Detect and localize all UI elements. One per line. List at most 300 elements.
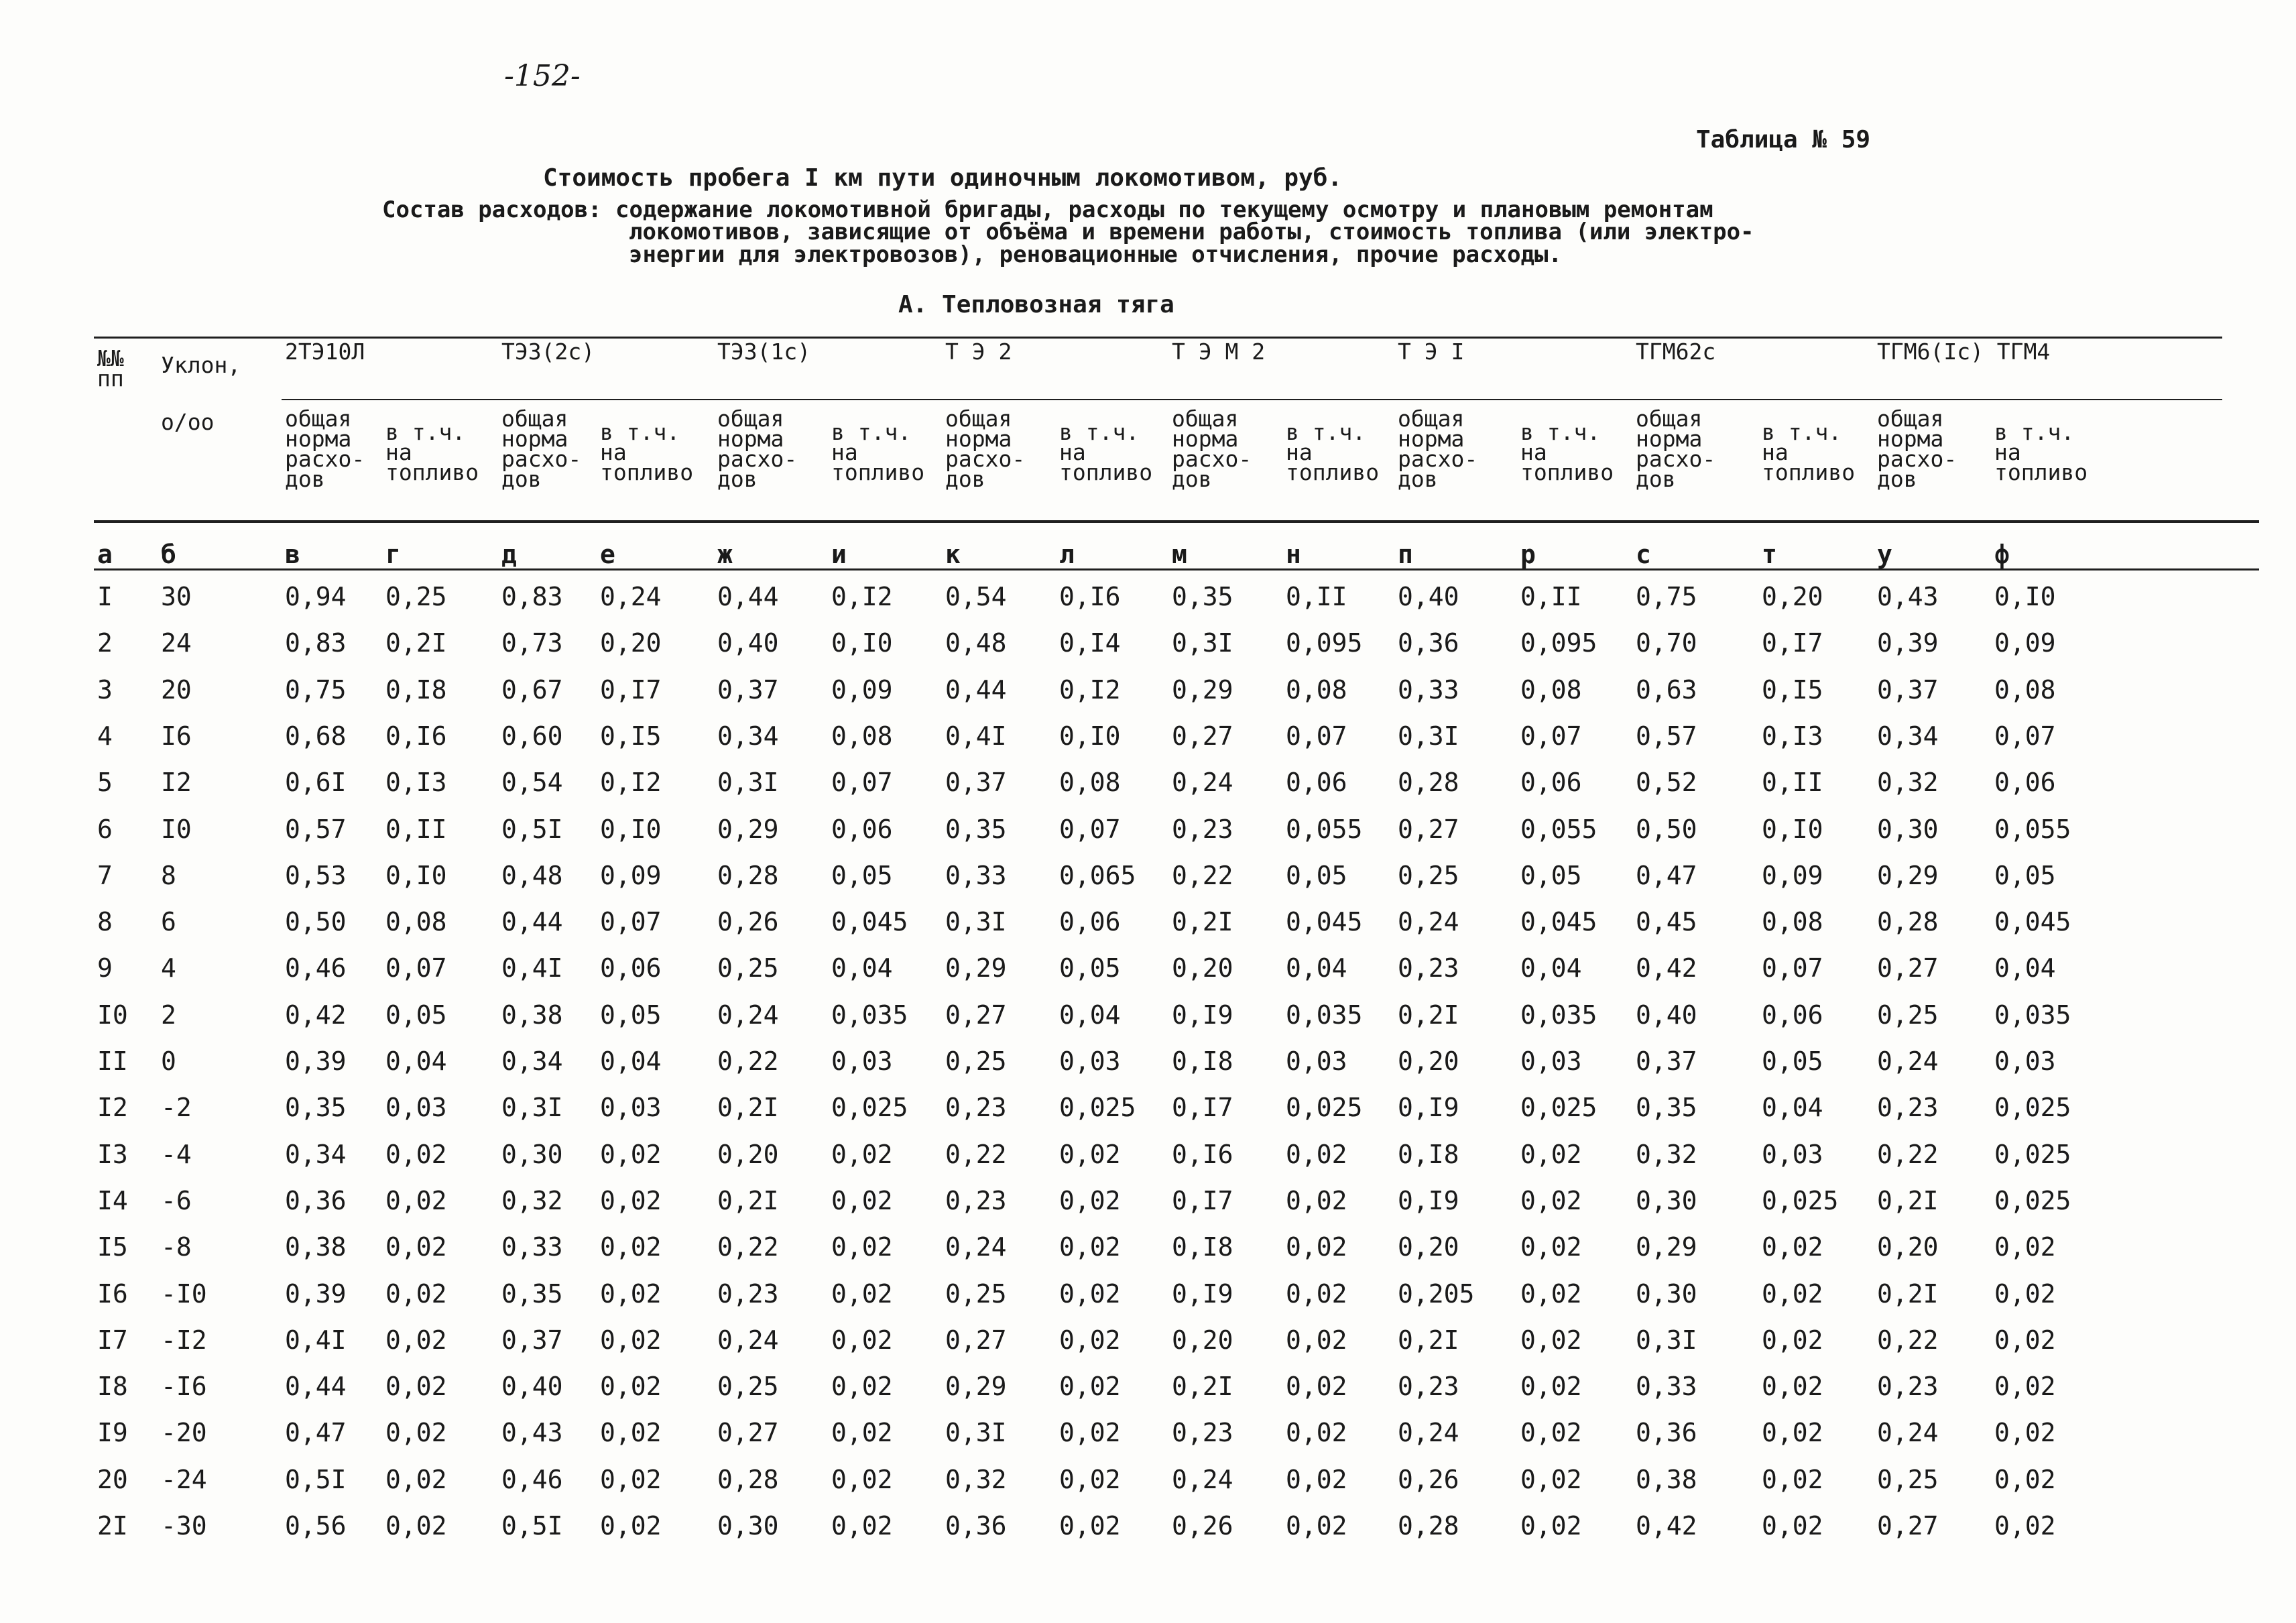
cost-value: 0,02 — [1994, 1232, 2056, 1262]
row-number: 4 — [97, 721, 113, 751]
cost-value: 0,03 — [1762, 1139, 1823, 1169]
cost-value: 0,25 — [717, 953, 779, 983]
cost-value: 0,04 — [385, 1046, 447, 1076]
cost-value: 0,50 — [285, 907, 347, 937]
cost-value: 0,20 — [1762, 582, 1823, 611]
cost-value: 0,02 — [1286, 1511, 1347, 1541]
cost-value: 0,04 — [1520, 953, 1582, 983]
cost-value: 0,32 — [1877, 768, 1939, 798]
slope-value: 20 — [161, 674, 192, 705]
cost-value: 0,83 — [501, 582, 563, 611]
slope-value: 30 — [161, 582, 192, 611]
cost-value: 0,025 — [831, 1093, 908, 1123]
header-total-norm: общая норма расхо- дов — [1398, 406, 1478, 492]
cost-value: 0,23 — [945, 1093, 1007, 1123]
cost-value: 0,27 — [1398, 814, 1459, 844]
slope-value: 0 — [161, 1046, 176, 1076]
cost-value: 0,20 — [1172, 1325, 1233, 1355]
cost-value: 0,02 — [1762, 1278, 1823, 1309]
cost-value: 0,I0 — [600, 814, 662, 844]
cost-value: 0,38 — [285, 1232, 347, 1262]
cost-value: 0,35 — [1636, 1093, 1697, 1123]
cost-value: 0,I7 — [600, 674, 662, 705]
header-total-norm: общая норма расхо- дов — [717, 406, 798, 492]
cost-value: 0,30 — [501, 1139, 563, 1169]
cost-value: 0,40 — [501, 1372, 563, 1402]
cost-value: 0,2I — [1877, 1185, 1939, 1215]
column-letter: н — [1286, 540, 1301, 569]
cost-value: 0,02 — [831, 1139, 893, 1169]
cost-value: 0,43 — [501, 1418, 563, 1448]
cost-value: 0,42 — [1636, 1511, 1697, 1541]
cost-value: 0,02 — [1059, 1418, 1121, 1448]
cost-value: 0,I6 — [385, 721, 447, 751]
table-rule — [282, 399, 2222, 400]
cost-value: 0,I6 — [1059, 582, 1121, 611]
cost-value: 0,045 — [1520, 907, 1597, 937]
column-letter: п — [1398, 540, 1413, 569]
column-letter: ф — [1994, 540, 2010, 569]
cost-value: 0,45 — [1636, 907, 1697, 937]
cost-value: 0,35 — [501, 1278, 563, 1309]
column-letter: д — [501, 540, 517, 569]
cost-value: 0,54 — [501, 768, 563, 798]
column-letter: л — [1059, 540, 1075, 569]
cost-value: 0,28 — [1398, 1511, 1459, 1541]
cost-value: 0,07 — [1994, 721, 2056, 751]
cost-value: 0,44 — [945, 674, 1007, 705]
cost-value: 0,025 — [1286, 1093, 1363, 1123]
cost-value: 0,24 — [717, 1325, 779, 1355]
cost-value: 0,025 — [1520, 1093, 1597, 1123]
cost-value: 0,025 — [1994, 1139, 2071, 1169]
cost-value: 0,36 — [945, 1511, 1007, 1541]
cost-value: 0,57 — [285, 814, 347, 844]
cost-value: 0,28 — [717, 860, 779, 890]
cost-value: 0,36 — [285, 1185, 347, 1215]
cost-value: 0,02 — [385, 1511, 447, 1541]
cost-value: 0,02 — [385, 1185, 447, 1215]
cost-value: 0,02 — [1762, 1511, 1823, 1541]
cost-value: 0,2I — [1398, 1325, 1459, 1355]
cost-value: 0,23 — [717, 1278, 779, 1309]
cost-value: 0,2I — [385, 628, 447, 658]
cost-value: 0,94 — [285, 582, 347, 611]
cost-value: 0,I8 — [1398, 1139, 1459, 1169]
cost-value: 0,I6 — [1172, 1139, 1233, 1169]
cost-value: 0,09 — [831, 674, 893, 705]
cost-value: 0,05 — [1762, 1046, 1823, 1076]
row-number: 2 — [97, 628, 113, 658]
cost-value: 0,24 — [1877, 1418, 1939, 1448]
cost-value: 0,52 — [1636, 768, 1697, 798]
cost-value: 0,045 — [831, 907, 908, 937]
cost-value: 0,II — [385, 814, 447, 844]
cost-value: 0,47 — [1636, 860, 1697, 890]
cost-value: 0,06 — [1994, 768, 2056, 798]
cost-value: 0,22 — [945, 1139, 1007, 1169]
slope-value: -2 — [161, 1093, 192, 1123]
header-total-norm: общая норма расхо- дов — [285, 406, 365, 492]
cost-value: 0,035 — [1520, 1000, 1597, 1030]
cost-value: 0,23 — [1877, 1372, 1939, 1402]
cost-value: 0,065 — [1059, 860, 1136, 890]
cost-value: 0,055 — [1994, 814, 2071, 844]
cost-value: 0,30 — [1636, 1278, 1697, 1309]
header-locomotive: Т Э I — [1398, 339, 1465, 365]
cost-value: 0,02 — [385, 1278, 447, 1309]
slope-value: I2 — [161, 768, 192, 798]
cost-value: 0,025 — [1762, 1185, 1839, 1215]
cost-value: 0,22 — [717, 1232, 779, 1262]
cost-value: 0,5I — [501, 814, 563, 844]
cost-value: 0,23 — [1398, 953, 1459, 983]
cost-value: 0,09 — [1762, 860, 1823, 890]
cost-value: 0,33 — [945, 860, 1007, 890]
cost-value: 0,I8 — [1172, 1232, 1233, 1262]
cost-value: 0,44 — [501, 907, 563, 937]
table-title: Стоимость пробега I км пути одиночным локомотивом, руб. — [543, 164, 1343, 192]
row-number: 20 — [97, 1464, 128, 1494]
cost-value: 0,I3 — [385, 768, 447, 798]
cost-value: 0,03 — [385, 1093, 447, 1123]
composition-line: локомотивов, зависящие от объёма и времени работы, стоимость топлива (или электро- — [629, 219, 1754, 245]
cost-value: 0,02 — [1520, 1325, 1582, 1355]
cost-value: 0,22 — [1877, 1139, 1939, 1169]
cost-value: 0,22 — [717, 1046, 779, 1076]
column-letter: е — [600, 540, 615, 569]
column-letter: к — [945, 540, 961, 569]
slope-value: -I6 — [161, 1372, 207, 1402]
cost-value: 0,02 — [831, 1185, 893, 1215]
cost-value: 0,37 — [1877, 674, 1939, 705]
cost-value: 0,29 — [1172, 674, 1233, 705]
cost-value: 0,34 — [501, 1046, 563, 1076]
cost-value: 0,29 — [1877, 860, 1939, 890]
cost-value: 0,02 — [385, 1418, 447, 1448]
cost-value: 0,02 — [1059, 1464, 1121, 1494]
cost-value: 0,045 — [1994, 907, 2071, 937]
header-fuel: в т.ч. на топливо — [1762, 419, 1856, 485]
cost-value: 0,24 — [945, 1232, 1007, 1262]
cost-value: 0,02 — [1286, 1278, 1347, 1309]
cost-value: 0,2I — [1398, 1000, 1459, 1030]
slope-value: 4 — [161, 953, 176, 983]
cost-value: 0,22 — [1877, 1325, 1939, 1355]
cost-value: 0,I0 — [1994, 582, 2056, 611]
cost-value: 0,75 — [1636, 582, 1697, 611]
cost-value: 0,02 — [1059, 1139, 1121, 1169]
cost-value: 0,27 — [1172, 721, 1233, 751]
cost-value: 0,02 — [1762, 1418, 1823, 1448]
cost-value: 0,27 — [717, 1418, 779, 1448]
cost-value: 0,20 — [717, 1139, 779, 1169]
cost-value: 0,28 — [717, 1464, 779, 1494]
cost-value: 0,35 — [285, 1093, 347, 1123]
row-number: I — [97, 582, 113, 611]
column-letter: р — [1520, 540, 1536, 569]
composition-label: Состав расходов: — [382, 196, 602, 223]
cost-value: 0,02 — [1520, 1418, 1582, 1448]
slope-value: -6 — [161, 1185, 192, 1215]
column-letter: т — [1762, 540, 1777, 569]
cost-value: 0,28 — [1398, 768, 1459, 798]
cost-value: 0,07 — [1520, 721, 1582, 751]
cost-value: 0,04 — [1994, 953, 2056, 983]
cost-value: 0,02 — [600, 1511, 662, 1541]
cost-value: 0,02 — [831, 1418, 893, 1448]
cost-value: 0,25 — [717, 1372, 779, 1402]
page-number: -152- — [504, 59, 581, 93]
cost-value: 0,I5 — [1762, 674, 1823, 705]
row-number: 8 — [97, 907, 113, 937]
cost-value: 0,23 — [1172, 814, 1233, 844]
header-locomotive: ТГМ62с — [1636, 339, 1716, 365]
column-letter: у — [1877, 540, 1892, 569]
cost-value: 0,20 — [1877, 1232, 1939, 1262]
section-title: А. Тепловозная тяга — [898, 291, 1174, 318]
cost-value: 0,34 — [717, 721, 779, 751]
slope-value: 8 — [161, 860, 176, 890]
cost-value: 0,33 — [501, 1232, 563, 1262]
cost-value: 0,02 — [600, 1278, 662, 1309]
cost-value: 0,3I — [501, 1093, 563, 1123]
cost-value: 0,35 — [945, 814, 1007, 844]
slope-value: 6 — [161, 907, 176, 937]
cost-value: 0,I9 — [1398, 1185, 1459, 1215]
header-num: №№ пп — [97, 345, 124, 392]
cost-value: 0,40 — [1636, 1000, 1697, 1030]
cost-value: 0,30 — [1877, 814, 1939, 844]
cost-value: 0,37 — [1636, 1046, 1697, 1076]
cost-value: 0,04 — [600, 1046, 662, 1076]
cost-value: 0,04 — [1059, 1000, 1121, 1030]
cost-value: 0,02 — [385, 1139, 447, 1169]
cost-value: 0,24 — [1398, 907, 1459, 937]
cost-value: 0,05 — [1286, 860, 1347, 890]
header-total-norm: общая норма расхо- дов — [1877, 406, 1957, 492]
cost-value: 0,24 — [1172, 1464, 1233, 1494]
cost-value: 0,II — [1520, 582, 1582, 611]
cost-value: 0,03 — [1520, 1046, 1582, 1076]
cost-value: 0,08 — [1520, 674, 1582, 705]
cost-value: 0,02 — [1994, 1464, 2056, 1494]
row-number: II — [97, 1046, 128, 1076]
header-fuel: в т.ч. на топливо — [1994, 419, 2088, 485]
cost-value: 0,03 — [1286, 1046, 1347, 1076]
cost-value: 0,035 — [831, 1000, 908, 1030]
cost-value: 0,I8 — [1172, 1046, 1233, 1076]
cost-value: 0,02 — [1059, 1372, 1121, 1402]
column-letter: ж — [717, 540, 733, 569]
cost-value: 0,44 — [717, 582, 779, 611]
cost-value: 0,02 — [1762, 1325, 1823, 1355]
column-letter: м — [1172, 540, 1187, 569]
cost-value: 0,29 — [717, 814, 779, 844]
cost-value: 0,07 — [1762, 953, 1823, 983]
cost-value: 0,40 — [717, 628, 779, 658]
cost-value: 0,045 — [1286, 907, 1363, 937]
cost-value: 0,02 — [600, 1325, 662, 1355]
cost-value: 0,24 — [1172, 768, 1233, 798]
cost-value: 0,05 — [1994, 860, 2056, 890]
header-locomotive: ТЭ3(2с) — [501, 339, 595, 365]
cost-value: 0,25 — [385, 582, 447, 611]
header-locomotive: 2ТЭ10Л — [285, 339, 365, 365]
slope-value: I0 — [161, 814, 192, 844]
row-number: I6 — [97, 1278, 128, 1309]
cost-value: 0,39 — [285, 1278, 347, 1309]
cost-value: 0,08 — [1059, 768, 1121, 798]
cost-value: 0,06 — [1762, 1000, 1823, 1030]
cost-value: 0,28 — [1877, 907, 1939, 937]
cost-value: 0,I0 — [1762, 814, 1823, 844]
cost-value: 0,02 — [385, 1232, 447, 1262]
slope-value: -4 — [161, 1139, 192, 1169]
cost-value: 0,I2 — [1059, 674, 1121, 705]
header-fuel: в т.ч. на топливо — [385, 419, 479, 485]
cost-value: 0,025 — [1994, 1093, 2071, 1123]
cost-value: 0,06 — [1520, 768, 1582, 798]
cost-value: 0,02 — [600, 1464, 662, 1494]
cost-value: 0,02 — [600, 1372, 662, 1402]
cost-value: 0,02 — [1520, 1372, 1582, 1402]
cost-value: 0,02 — [600, 1185, 662, 1215]
slope-value: 2 — [161, 1000, 176, 1030]
cost-value: 0,02 — [1520, 1464, 1582, 1494]
cost-value: 0,02 — [1994, 1418, 2056, 1448]
cost-value: 0,I9 — [1398, 1093, 1459, 1123]
header-fuel: в т.ч. на топливо — [1286, 419, 1380, 485]
cost-value: 0,02 — [600, 1139, 662, 1169]
cost-value: 0,08 — [1286, 674, 1347, 705]
cost-value: 0,02 — [385, 1325, 447, 1355]
cost-value: 0,25 — [1877, 1464, 1939, 1494]
cost-value: 0,24 — [1398, 1418, 1459, 1448]
cost-value: 0,40 — [1398, 582, 1459, 611]
cost-value: 0,02 — [1520, 1511, 1582, 1541]
header-total-norm: общая норма расхо- дов — [945, 406, 1026, 492]
cost-value: 0,5I — [501, 1511, 563, 1541]
cost-value: 0,I5 — [600, 721, 662, 751]
cost-value: 0,06 — [600, 953, 662, 983]
cost-value: 0,09 — [1994, 628, 2056, 658]
cost-value: 0,02 — [1994, 1372, 2056, 1402]
cost-value: 0,2I — [1172, 1372, 1233, 1402]
slope-value: -I2 — [161, 1325, 207, 1355]
header-locomotive: ТГМ6(Iс) ТГМ4 — [1877, 339, 2051, 365]
cost-value: 0,36 — [1636, 1418, 1697, 1448]
cost-value: 0,02 — [1286, 1139, 1347, 1169]
cost-value: 0,095 — [1286, 628, 1363, 658]
cost-value: 0,30 — [717, 1511, 779, 1541]
cost-value: 0,02 — [1520, 1278, 1582, 1309]
cost-value: 0,33 — [1398, 674, 1459, 705]
cost-value: 0,02 — [1994, 1511, 2056, 1541]
row-number: 7 — [97, 860, 113, 890]
cost-value: 0,07 — [1059, 814, 1121, 844]
cost-value: 0,38 — [501, 1000, 563, 1030]
cost-value: 0,23 — [945, 1185, 1007, 1215]
header-total-norm: общая норма расхо- дов — [1172, 406, 1252, 492]
header-fuel: в т.ч. на топливо — [1059, 419, 1153, 485]
cost-value: 0,54 — [945, 582, 1007, 611]
header-locomotive: Т Э М 2 — [1172, 339, 1266, 365]
cost-value: 0,36 — [1398, 628, 1459, 658]
cost-value: 0,02 — [600, 1232, 662, 1262]
header-locomotive: Т Э 2 — [945, 339, 1012, 365]
cost-value: 0,06 — [1059, 907, 1121, 937]
row-number: 9 — [97, 953, 113, 983]
cost-value: 0,05 — [600, 1000, 662, 1030]
cost-value: 0,I7 — [1172, 1093, 1233, 1123]
cost-value: 0,24 — [600, 582, 662, 611]
cost-value: 0,3I — [945, 1418, 1007, 1448]
cost-value: 0,02 — [1762, 1464, 1823, 1494]
cost-value: 0,42 — [1636, 953, 1697, 983]
cost-value: 0,20 — [1398, 1232, 1459, 1262]
cost-value: 0,4I — [501, 953, 563, 983]
cost-value: 0,06 — [831, 814, 893, 844]
row-number: I8 — [97, 1372, 128, 1402]
composition-line: содержание локомотивной бригады, расходы по текущему осмотру и плановым ремонтам — [615, 196, 1713, 223]
cost-value: 0,70 — [1636, 628, 1697, 658]
cost-value: 0,02 — [1059, 1185, 1121, 1215]
cost-value: 0,27 — [1877, 953, 1939, 983]
cost-value: 0,37 — [717, 674, 779, 705]
cost-value: 0,035 — [1286, 1000, 1363, 1030]
cost-value: 0,08 — [1994, 674, 2056, 705]
cost-value: 0,43 — [1877, 582, 1939, 611]
cost-value: 0,02 — [831, 1464, 893, 1494]
cost-value: 0,02 — [831, 1325, 893, 1355]
cost-value: 0,02 — [1059, 1278, 1121, 1309]
cost-value: 0,02 — [1286, 1372, 1347, 1402]
cost-value: 0,44 — [285, 1372, 347, 1402]
cost-value: 0,02 — [1994, 1325, 2056, 1355]
cost-value: 0,27 — [1877, 1511, 1939, 1541]
cost-value: 0,205 — [1398, 1278, 1475, 1309]
header-fuel: в т.ч. на топливо — [600, 419, 694, 485]
slope-value: -24 — [161, 1464, 207, 1494]
cost-value: 0,37 — [945, 768, 1007, 798]
cost-value: 0,I9 — [1172, 1278, 1233, 1309]
cost-value: 0,24 — [717, 1000, 779, 1030]
header-locomotive: ТЭ3(1с) — [717, 339, 811, 365]
cost-value: 0,24 — [1877, 1046, 1939, 1076]
cost-value: 0,055 — [1286, 814, 1363, 844]
cost-value: 0,39 — [1877, 628, 1939, 658]
cost-value: 0,I3 — [1762, 721, 1823, 751]
cost-value: 0,08 — [385, 907, 447, 937]
column-letter: и — [831, 540, 847, 569]
cost-value: 0,46 — [501, 1464, 563, 1494]
slope-value: -30 — [161, 1511, 207, 1541]
cost-value: 0,20 — [1398, 1046, 1459, 1076]
cost-value: 0,22 — [1172, 860, 1233, 890]
cost-value: 0,83 — [285, 628, 347, 658]
cost-value: 0,4I — [945, 721, 1007, 751]
header-fuel: в т.ч. на топливо — [831, 419, 925, 485]
cost-value: 0,05 — [385, 1000, 447, 1030]
cost-value: 0,25 — [945, 1278, 1007, 1309]
cost-value: 0,02 — [1520, 1232, 1582, 1262]
cost-value: 0,26 — [717, 907, 779, 937]
cost-value: 0,68 — [285, 721, 347, 751]
cost-value: 0,06 — [1286, 768, 1347, 798]
cost-value: 0,3I — [1172, 628, 1233, 658]
row-number: I5 — [97, 1232, 128, 1262]
